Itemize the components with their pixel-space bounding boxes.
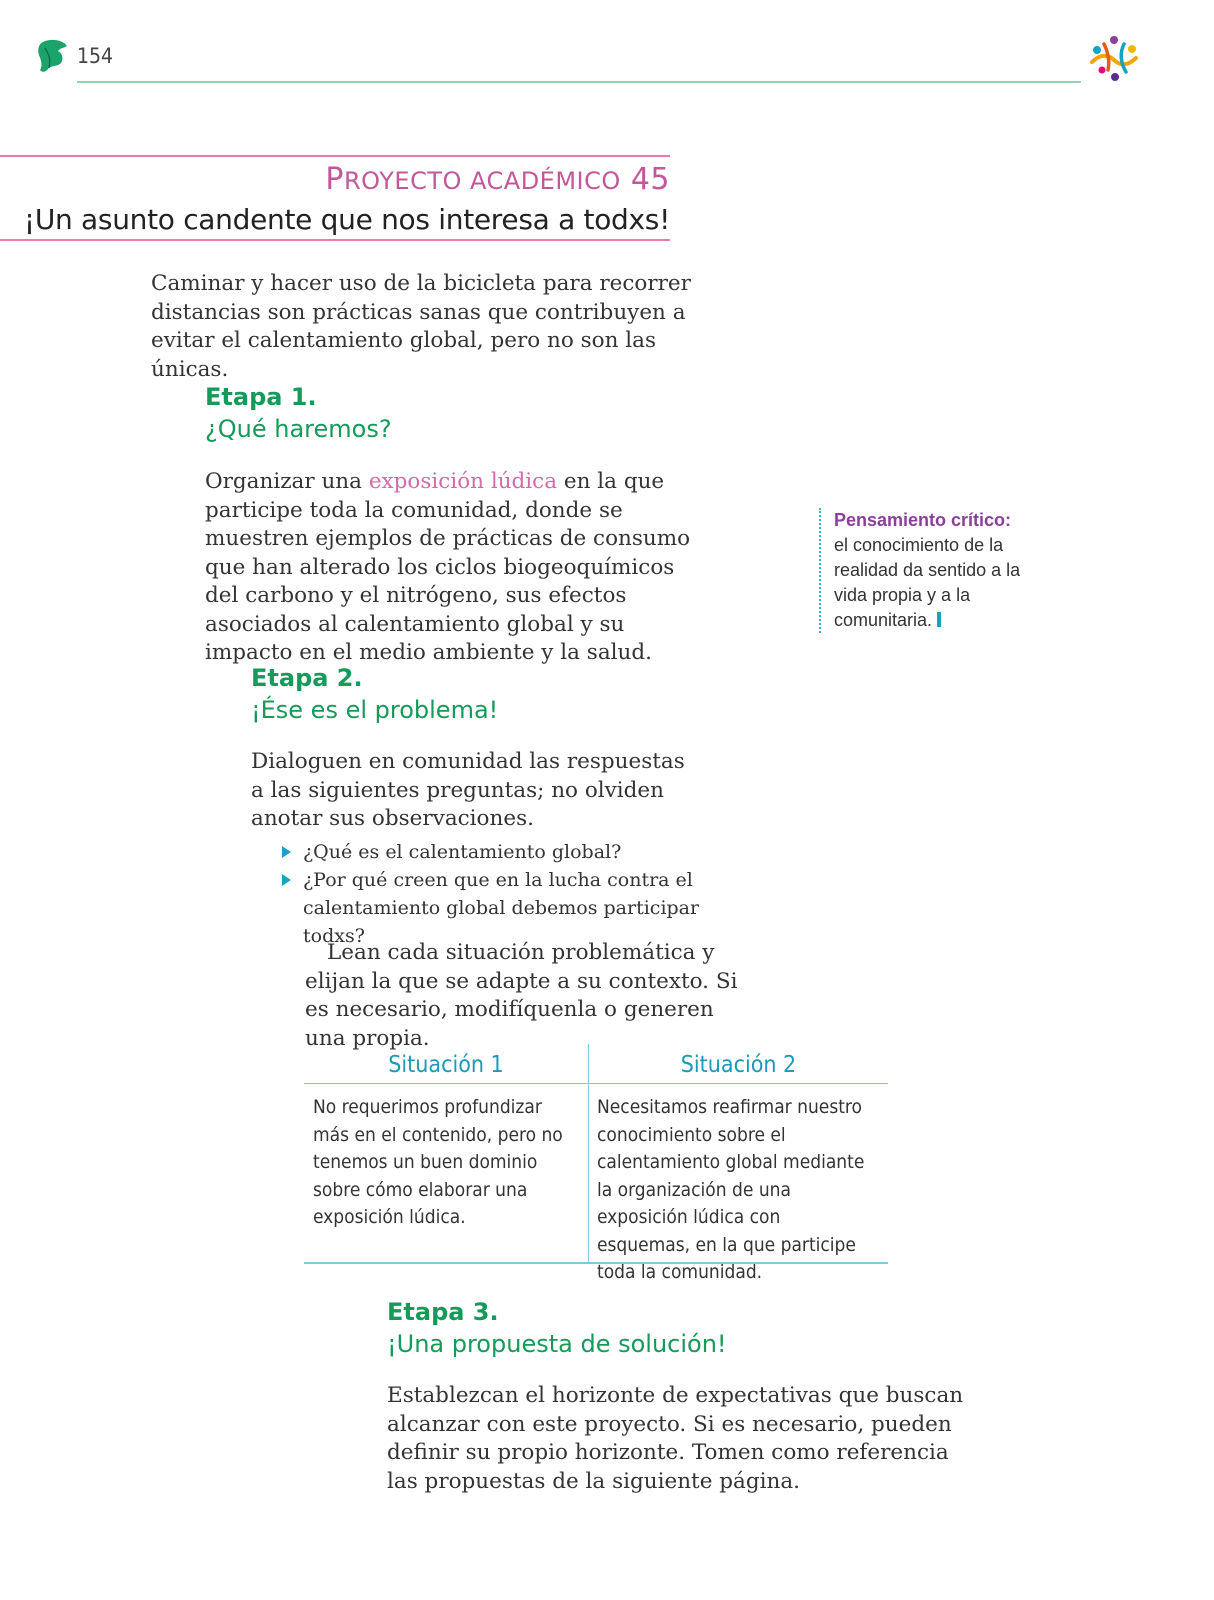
table-header-situation-1: Situación 1 <box>388 1052 504 1078</box>
question-list <box>277 838 757 950</box>
etapa-1-text-before: Organizar una <box>205 469 369 494</box>
intro-paragraph: Caminar y hacer uso de la bicicleta para recorrer distancias son prácticas sanas que contribuyen a evitar el calentamiento global, pero no son las únicas. <box>151 271 691 382</box>
critical-thinking-text <box>834 533 1054 633</box>
table-cell-situation-1: No requerimos profundizar más en el contenido, pero no tenemos un buen dominio sobre cómo elaborar una exposición lúdica. <box>313 1096 563 1228</box>
etapa-3-question: ¡Una propuesta de solución! <box>387 1330 727 1358</box>
table-cell-situation-2: Necesitamos reafirmar nuestro conocimiento sobre el calentamiento global mediante la organización de una exposición lúdica con esquemas, en la que participe toda la comunidad. <box>597 1096 865 1283</box>
etapa-1-paragraph <box>205 468 705 668</box>
etapa-1-text-after: en la que participe toda la comunidad, donde se muestren ejemplos de prácticas de consumo que han alterado los ciclos biogeoquímicos del carbono y el nitrógeno, sus efectos asociados al calentamiento global y su impacto en el medio ambiente y la salud. <box>205 469 691 665</box>
leaf-logo-icon <box>37 38 69 74</box>
end-mark-icon <box>937 612 941 627</box>
triangle-bullet-icon <box>282 874 291 886</box>
list-item-text: ¿Qué es el calentamiento global? <box>303 841 622 863</box>
project-title <box>325 162 670 197</box>
list-item-text: ¿Por qué creen que en la lucha contra el calentamiento global debemos participar todxs? <box>303 869 700 947</box>
list-item <box>277 838 757 866</box>
etapa-1-label: Etapa 1. <box>205 383 317 411</box>
etapa-2-label: Etapa 2. <box>251 664 363 692</box>
situation-instructions: Lean cada situación problemática y elijan la que se adapte a su contexto. Si es necesario, modifíquenla o generen una propia. <box>305 940 738 1051</box>
etapa-2-question: ¡Ése es el problema! <box>251 696 499 724</box>
etapa-3-paragraph: Establezcan el horizonte de expectativas que buscan alcanzar con este proyecto. Si es necesario, pueden definir su propio horizonte. Tomen como referencia las propuestas de la siguiente página. <box>387 1383 964 1494</box>
list-item <box>277 866 757 950</box>
critical-thinking-body: el conocimiento de la realidad da sentido a la vida propia y a la comunitaria. <box>834 535 1021 630</box>
title-rule-top <box>0 155 670 157</box>
page-number: 154 <box>77 44 114 68</box>
critical-thinking-title: Pensamiento crítico: <box>834 510 1012 530</box>
project-subtitle: ¡Un asunto candente que nos interesa a todxs! <box>23 203 670 236</box>
critical-thinking-note <box>819 508 1054 633</box>
project-title-initial: P <box>325 162 344 197</box>
table-header-situation-2: Situación 2 <box>680 1052 797 1078</box>
etapa-2-paragraph: Dialoguen en comunidad las respuestas a las siguientes preguntas; no olviden anotar sus observaciones. <box>251 749 685 831</box>
situations-table <box>304 1044 888 1283</box>
table-divider-header <box>304 1083 888 1084</box>
etapa-1-heading <box>205 381 392 445</box>
project-title-rest: ROYECTO ACADÉMICO <box>344 167 621 195</box>
etapa-3-label: Etapa 3. <box>387 1298 499 1326</box>
etapa-3-heading <box>387 1296 727 1360</box>
etapa-1-highlight: exposición lúdica <box>368 469 558 494</box>
triangle-bullet-icon <box>282 846 291 858</box>
title-rule-bottom <box>0 239 670 241</box>
etapa-2-heading <box>251 662 498 726</box>
community-logo-icon <box>1088 34 1140 84</box>
header-rule <box>77 81 1081 83</box>
project-number: 45 <box>630 162 670 197</box>
etapa-1-question: ¿Qué haremos? <box>205 415 392 443</box>
